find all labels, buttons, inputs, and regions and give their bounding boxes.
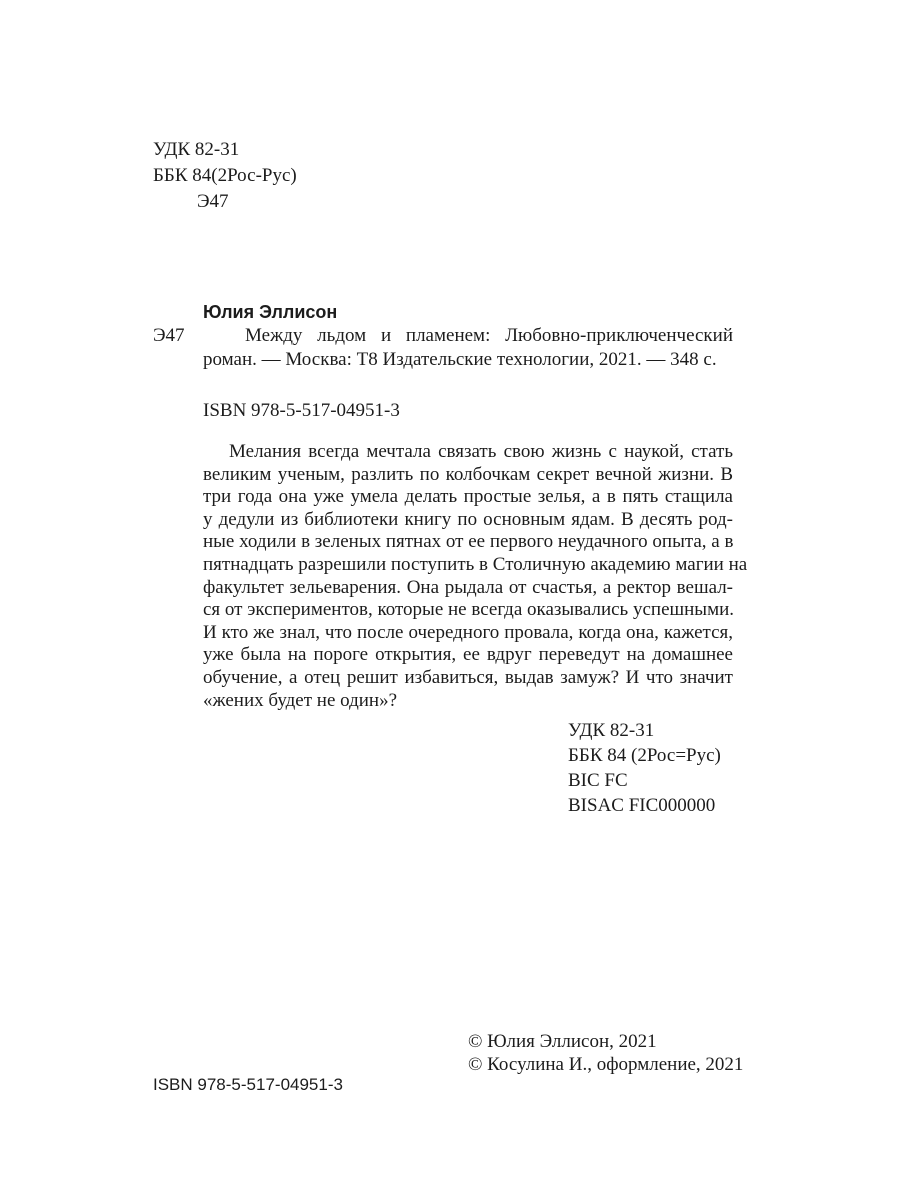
bibliographic-description-line-1: Между льдом и пламенем: Любовно-приключенческий (245, 325, 733, 346)
copyright-notices (468, 1030, 743, 1076)
copyright-author: © Юлия Эллисон, 2021 (468, 1031, 657, 1052)
annotation-line: ся от экспериментов, которые не всегда оказывались успешными. (203, 599, 735, 621)
right-classification-codes (568, 718, 721, 818)
bbk-code-right: ББК 84 (2Рос=Рус) (568, 745, 721, 766)
annotation-line: у дедули из библиотеки книгу по основным ядам. В десять род- (203, 508, 733, 530)
copyright-design: © Косулина И., оформление, 2021 (468, 1054, 744, 1075)
udk-code-right: УДК 82-31 (568, 720, 655, 741)
annotation-line: факультет зельеварения. Она рыдала от счастья, а ректор вешал- (203, 576, 733, 598)
author-mark-left: Э47 (153, 325, 185, 346)
annotation-line: уже была на пороге открытия, ее вдруг переведут на домашнее (203, 644, 733, 666)
annotation-line: Мелания всегда мечтала связать свою жизнь с наукой, стать (229, 441, 733, 462)
bisac-code: BISAC FIC000000 (568, 795, 716, 816)
annotation-line: обучение, а отец решит избавиться, выдав замуж? И что значит (203, 666, 733, 688)
bibliographic-description-line-2: роман. — Москва: Т8 Издательские технологии, 2021. — 348 с. (203, 349, 717, 370)
annotation-line: ные ходили в зеленых пятнах от ее первого неудачного опыта, а в (203, 531, 734, 553)
annotation-line: великим ученым, разлить по колбочкам секрет вечной жизни. В (203, 463, 733, 485)
isbn-record: ISBN 978-5-517-04951-3 (203, 400, 400, 421)
annotation-line: пятнадцать разрешили поступить в Столичную академию магии на (203, 553, 748, 575)
isbn-footer: ISBN 978-5-517-04951-3 (153, 1075, 343, 1094)
top-classification-codes (153, 137, 297, 215)
udk-code: УДК 82-31 (153, 139, 240, 160)
annotation-text (203, 441, 748, 712)
annotation-line: три года она уже умела делать простые зелья, а в пять стащила (203, 486, 733, 508)
bibliographic-description (203, 324, 733, 372)
bbk-code: ББК 84(2Рос-Рус) (153, 165, 297, 186)
bic-code: BIC FC (568, 770, 628, 791)
annotation-line: «жених будет не один»? (203, 689, 398, 711)
author-mark: Э47 (197, 191, 229, 212)
author-name: Юлия Эллисон (203, 302, 338, 322)
annotation-line: И кто же знал, что после очередного провала, когда она, кажется, (203, 621, 733, 643)
